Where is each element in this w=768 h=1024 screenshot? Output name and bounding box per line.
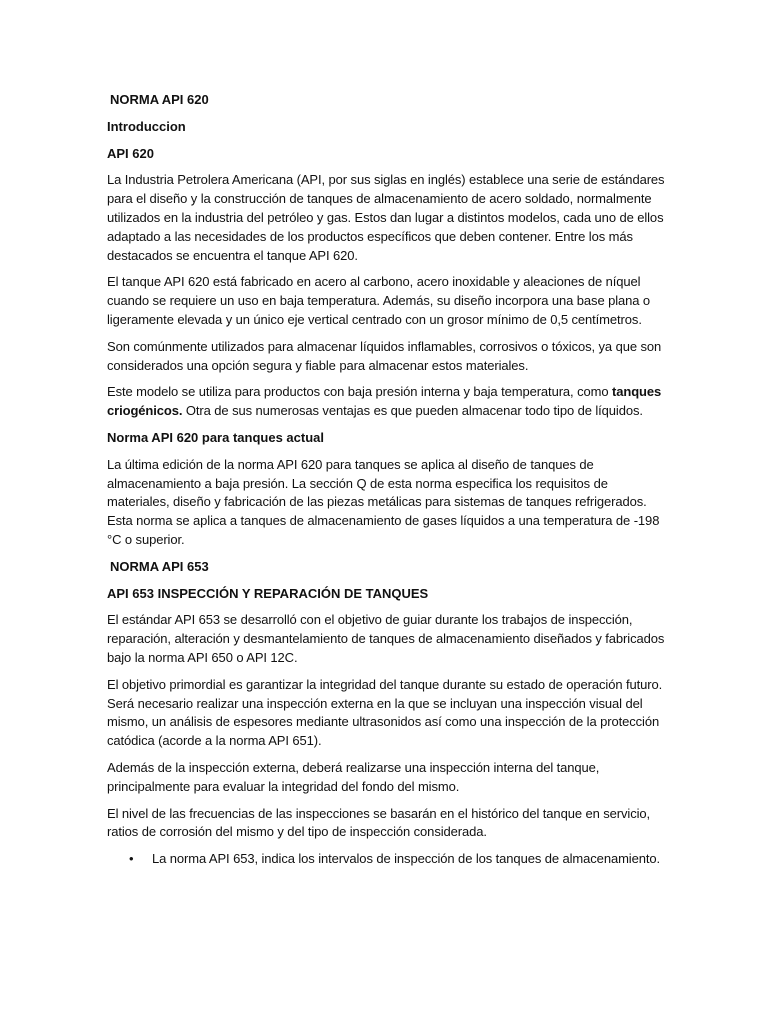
heading-norma-api-620: NORMA API 620 xyxy=(110,92,209,107)
paragraph-objetivo-primordial: El objetivo primordial es garantizar la integridad del tanque durante su estado de operación futuro. Será necesario realizar una inspección externa en la que se incluyan una inspección visual del mismo, un análisis de espesores mediante ultrasonidos así como una inspección de la protección catódica (acorde a la norma API 651). xyxy=(107,676,663,749)
heading-introduccion: Introduccion xyxy=(107,118,186,134)
bullet-icon: • xyxy=(129,851,134,867)
heading-norma-api-653: NORMA API 653 xyxy=(110,558,209,574)
paragraph-baja-presion xyxy=(107,383,667,421)
paragraph-industria-petrolera: La Industria Petrolera Americana (API, por sus siglas en inglés) establece una serie de estándares para el diseño y la construcción de tanques de almacenamiento de acero soldado, normalmente utilizados en la industria del petróleo y gas. Estos dan lugar a distintos modelos, cada uno de ellos adaptado a las necesidades de los productos específicos que deben contener. Entre los más destacados se encuentra el tanque API 620. xyxy=(107,172,665,263)
heading-api-620: API 620 xyxy=(107,145,154,161)
paragraph-estandar-api-653: El estándar API 653 se desarrolló con el objetivo de guiar durante los trabajos de inspección, reparación, alteración y desmantelamiento de tanques de almacenamiento diseñados y fabricados bajo la norma API 650 o API 12C. xyxy=(107,612,665,665)
bullet-text: La norma API 653, indica los intervalos de inspección de los tanques de almacenamiento. xyxy=(152,851,661,867)
paragraph-frecuencias: El nivel de las frecuencias de las inspecciones se basarán en el histórico del tanque en servicio, ratios de corrosión del mismo y del tipo de inspección considerada. xyxy=(107,805,651,840)
paragraph-inspeccion-interna: Además de la inspección externa, deberá realizarse una inspección interna del tanque, principalmente para evaluar la integridad del fondo del mismo. xyxy=(107,759,600,794)
paragraph-ultima-edicion: La última edición de la norma API 620 para tanques se aplica al diseño de tanques de almacenamiento a baja presión. La sección Q de esta norma especifica los requisitos de materiales, diseño y fabricación de las piezas metálicas para sistemas de tanques refrigerados. Esta norma se aplica a tanques de almacenamiento de gases líquidos a una temperatura de -198 °C o superior. xyxy=(107,456,660,547)
list-item xyxy=(107,850,667,869)
document-page xyxy=(107,91,667,877)
bold-tanques-criogenicos: tanques criogénicos. xyxy=(107,384,662,419)
paragraph-baja-presion-start: Este modelo se utiliza para productos con baja presión interna y baja temperatura, como xyxy=(107,384,612,400)
paragraph-usos: Son comúnmente utilizados para almacenar líquidos inflamables, corrosivos o tóxicos, ya que son considerados una opción segura y fiable para almacenar estos materiales. xyxy=(107,338,662,373)
heading-norma-actual: Norma API 620 para tanques actual xyxy=(107,429,324,445)
heading-inspeccion-reparacion: API 653 INSPECCIÓN Y REPARACIÓN DE TANQUES xyxy=(107,585,429,601)
paragraph-baja-presion-end: Otra de sus numerosas ventajas es que pueden almacenar todo tipo de líquidos. xyxy=(182,403,643,419)
paragraph-tanque-materiales: El tanque API 620 está fabricado en acero al carbono, acero inoxidable y aleaciones de níquel cuando se requiere un uso en baja temperatura. Además, su diseño incorpora una base plana o ligeramente elevada y un único eje vertical centrado con un grosor mínimo de 0,5 centímetros. xyxy=(107,274,651,327)
